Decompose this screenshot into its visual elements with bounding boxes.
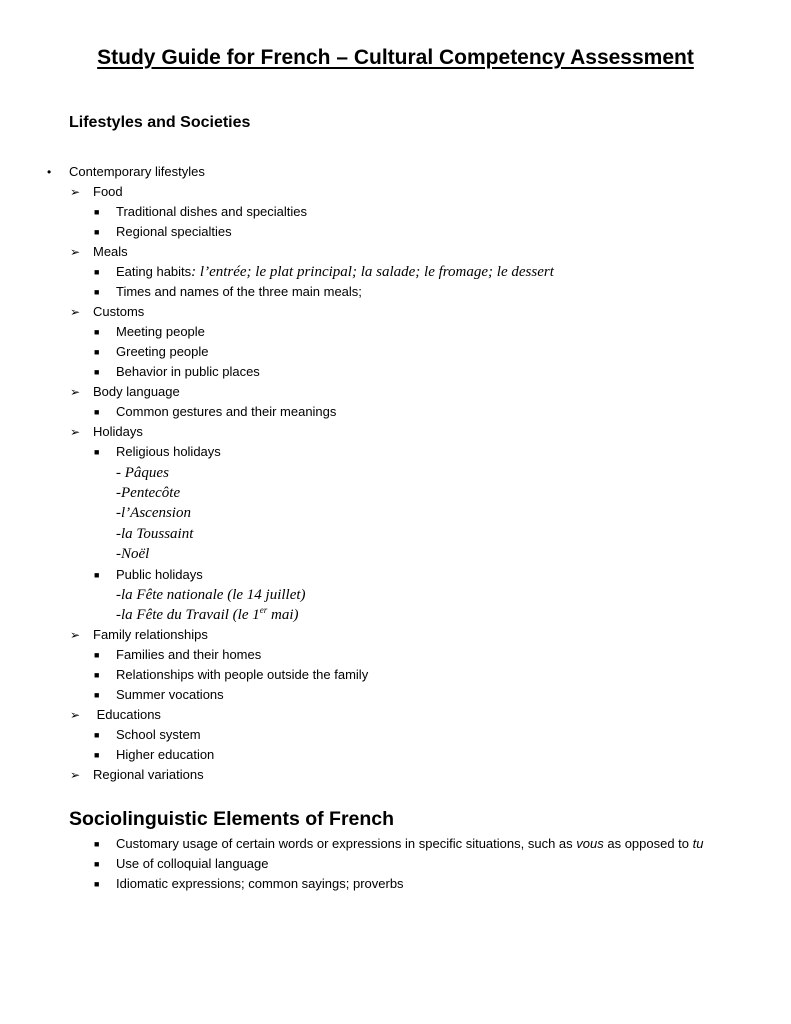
square-bullet-icon: ■ [94, 879, 100, 889]
arrow-bullet-icon: ➢ [70, 385, 81, 399]
list-item-religious-holidays [94, 442, 221, 462]
list-item-family-relationships [70, 625, 208, 645]
holiday-name: -Pentecôte [116, 485, 181, 501]
square-bullet-icon: ■ [94, 750, 100, 760]
list-item-label: Common gestures and their meanings [116, 404, 337, 419]
list-item-educations [70, 705, 161, 725]
arrow-bullet-icon: ➢ [70, 708, 81, 722]
square-bullet-icon: ■ [94, 207, 100, 217]
list-item-label: Family relationships [93, 627, 208, 642]
holiday-name: -la Fête nationale (le 14 juillet) [116, 587, 306, 603]
square-bullet-icon: ■ [94, 650, 100, 660]
list-item-label: Summer vocations [116, 687, 224, 702]
list-item-label: School system [116, 727, 201, 742]
word-tu: tu [692, 836, 704, 851]
list-item-label: Eating habits [116, 264, 192, 279]
list-item [94, 854, 269, 874]
list-item [94, 282, 362, 302]
square-bullet-icon: ■ [94, 859, 100, 869]
list-item [94, 402, 337, 422]
list-item-label: Educations [93, 707, 161, 722]
list-item [94, 202, 308, 222]
list-item-label: Use of colloquial language [116, 856, 269, 871]
list-item [94, 322, 205, 342]
list-item-public-holidays [94, 565, 203, 585]
list-item [94, 685, 224, 705]
arrow-bullet-icon: ➢ [70, 185, 81, 199]
list-item-label: Regional variations [93, 767, 204, 782]
holiday-text: -la Fête du Travail (le 1 [116, 607, 260, 623]
list-item-label: Traditional dishes and specialties [116, 204, 308, 219]
holiday-name: -l’Ascension [116, 505, 191, 521]
arrow-bullet-icon: ➢ [70, 628, 81, 642]
arrow-bullet-icon: ➢ [70, 245, 81, 259]
bullet-disc-icon: • [47, 165, 52, 179]
square-bullet-icon: ■ [94, 447, 100, 457]
list-item-label: Meeting people [116, 324, 205, 339]
list-item-label: Customs [93, 304, 145, 319]
list-item [94, 222, 232, 242]
list-item-contemporary-lifestyles [47, 162, 205, 182]
list-item-label: Higher education [116, 747, 215, 762]
list-item-label: Relationships with people outside the family [116, 667, 369, 682]
square-bullet-icon: ■ [94, 287, 100, 297]
list-item-label: Holidays [93, 424, 143, 439]
square-bullet-icon: ■ [94, 839, 100, 849]
list-item [94, 645, 262, 665]
list-item-label: Public holidays [116, 567, 203, 582]
square-bullet-icon: ■ [94, 227, 100, 237]
arrow-bullet-icon: ➢ [70, 425, 81, 439]
square-bullet-icon: ■ [94, 347, 100, 357]
list-item-label: as opposed to [603, 836, 693, 851]
list-item-regional-variations [70, 765, 204, 785]
holiday-name-labor-day [116, 605, 298, 625]
course-names: : l’entrée; le plat principal; la salade; le fromage; le dessert [191, 264, 554, 280]
list-item-label: Contemporary lifestyles [69, 164, 205, 179]
square-bullet-icon: ■ [94, 730, 100, 740]
list-item-label: Behavior in public places [116, 364, 260, 379]
list-item-customary-usage [94, 834, 704, 854]
list-item [94, 342, 209, 362]
square-bullet-icon: ■ [94, 367, 100, 377]
holiday-text: mai) [267, 607, 299, 623]
list-item-eating-habits [94, 262, 554, 282]
list-item-label: Families and their homes [116, 647, 262, 662]
list-item-label: Meals [93, 244, 128, 259]
list-item-meals [70, 242, 128, 262]
list-item-food [70, 182, 123, 202]
list-item [94, 665, 369, 685]
list-item-customs [70, 302, 145, 322]
arrow-bullet-icon: ➢ [70, 768, 81, 782]
list-item [94, 874, 404, 894]
holiday-name: -Noël [116, 546, 150, 562]
page-title: Study Guide for French – Cultural Competency Assessment [97, 46, 694, 69]
list-item [94, 362, 260, 382]
square-bullet-icon: ■ [94, 690, 100, 700]
square-bullet-icon: ■ [94, 407, 100, 417]
word-vous: vous [576, 836, 604, 851]
list-item-label: Body language [93, 384, 180, 399]
list-item-body-language [70, 382, 180, 402]
square-bullet-icon: ■ [94, 267, 100, 277]
list-item-label: Idiomatic expressions; common sayings; proverbs [116, 876, 404, 891]
list-item [94, 725, 201, 745]
square-bullet-icon: ■ [94, 670, 100, 680]
list-item-label: Greeting people [116, 344, 209, 359]
section-heading-sociolinguistic: Sociolinguistic Elements of French [69, 808, 395, 830]
square-bullet-icon: ■ [94, 570, 100, 580]
list-item [94, 745, 215, 765]
arrow-bullet-icon: ➢ [70, 305, 81, 319]
section-heading-lifestyles: Lifestyles and Societies [69, 114, 251, 131]
holiday-name: -la Toussaint [116, 526, 194, 542]
ordinal-superscript: er [259, 605, 268, 615]
square-bullet-icon: ■ [94, 327, 100, 337]
list-item-label: Religious holidays [116, 444, 221, 459]
holiday-name: - Pâques [116, 465, 169, 481]
list-item-label: Times and names of the three main meals; [116, 284, 362, 299]
list-item-label: Customary usage of certain words or expressions in specific situations, such as [116, 836, 577, 851]
list-item-holidays [70, 422, 143, 442]
list-item-label: Regional specialties [116, 224, 232, 239]
list-item-label: Food [93, 184, 123, 199]
